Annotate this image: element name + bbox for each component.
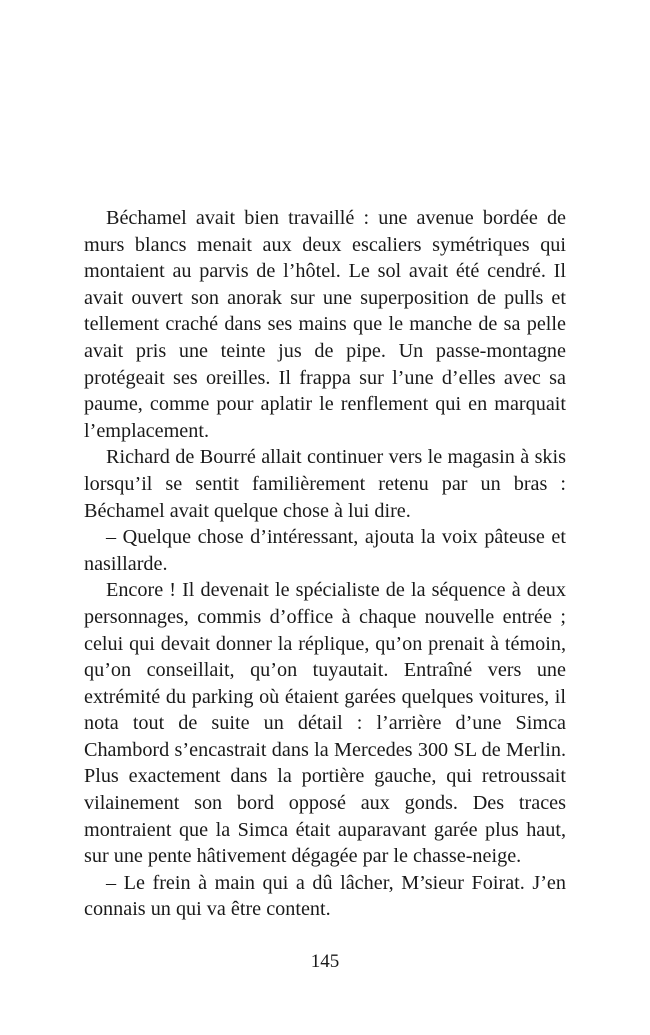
paragraph: Encore ! Il devenait le spécialiste de la séquence à deux personnages, commis d’office à chaque nouvelle entrée ; celui qui devait donner la réplique, qu’on prenait à témoin, qu’on conseillait, qu’on tuyautait. Entraîné vers une extrémité du parking où étaient garées quelques voitures, il nota tout de suite un détail : l’arrière d’une Simca Chambord s’encastrait dans la Mercedes 300 SL de Merlin. Plus exactement dans la portière gauche, qui retroussait vilainement son bord opposé aux gonds. Des traces montraient que la Simca était auparavant garée plus haut, sur une pente hâtivement dégagée par le chasse-neige. — [84, 579, 566, 868]
paragraph: – Le frein à main qui a dû lâcher, M’sieur Foirat. J’en connais un qui va être content. — [84, 871, 566, 921]
page-number: 145 — [310, 951, 340, 972]
paragraph: Béchamel avait bien travaillé : une avenue bordée de murs blancs menait aux deux escaliers symétriques qui montaient au parvis de l’hôtel. Le sol avait été cendré. Il avait ouvert son anorak sur une superposition de pulls et tellement craché dans ses mains que le manche de sa pelle avait pris une teinte jus de pipe. Un passe-montagne protégeait ses oreilles. Il frappa sur l’une d’elles avec sa paume, comme pour aplatir le renflement qui en marquait l’emplacement. — [84, 207, 566, 442]
paragraph: Richard de Bourré allait continuer vers le magasin à skis lorsqu’il se sentit familièrement retenu par un bras : Béchamel avait quelque chose à lui dire. — [84, 446, 566, 522]
page-body — [84, 205, 566, 923]
paragraph: – Quelque chose d’intéressant, ajouta la voix pâteuse et nasillarde. — [84, 526, 566, 575]
